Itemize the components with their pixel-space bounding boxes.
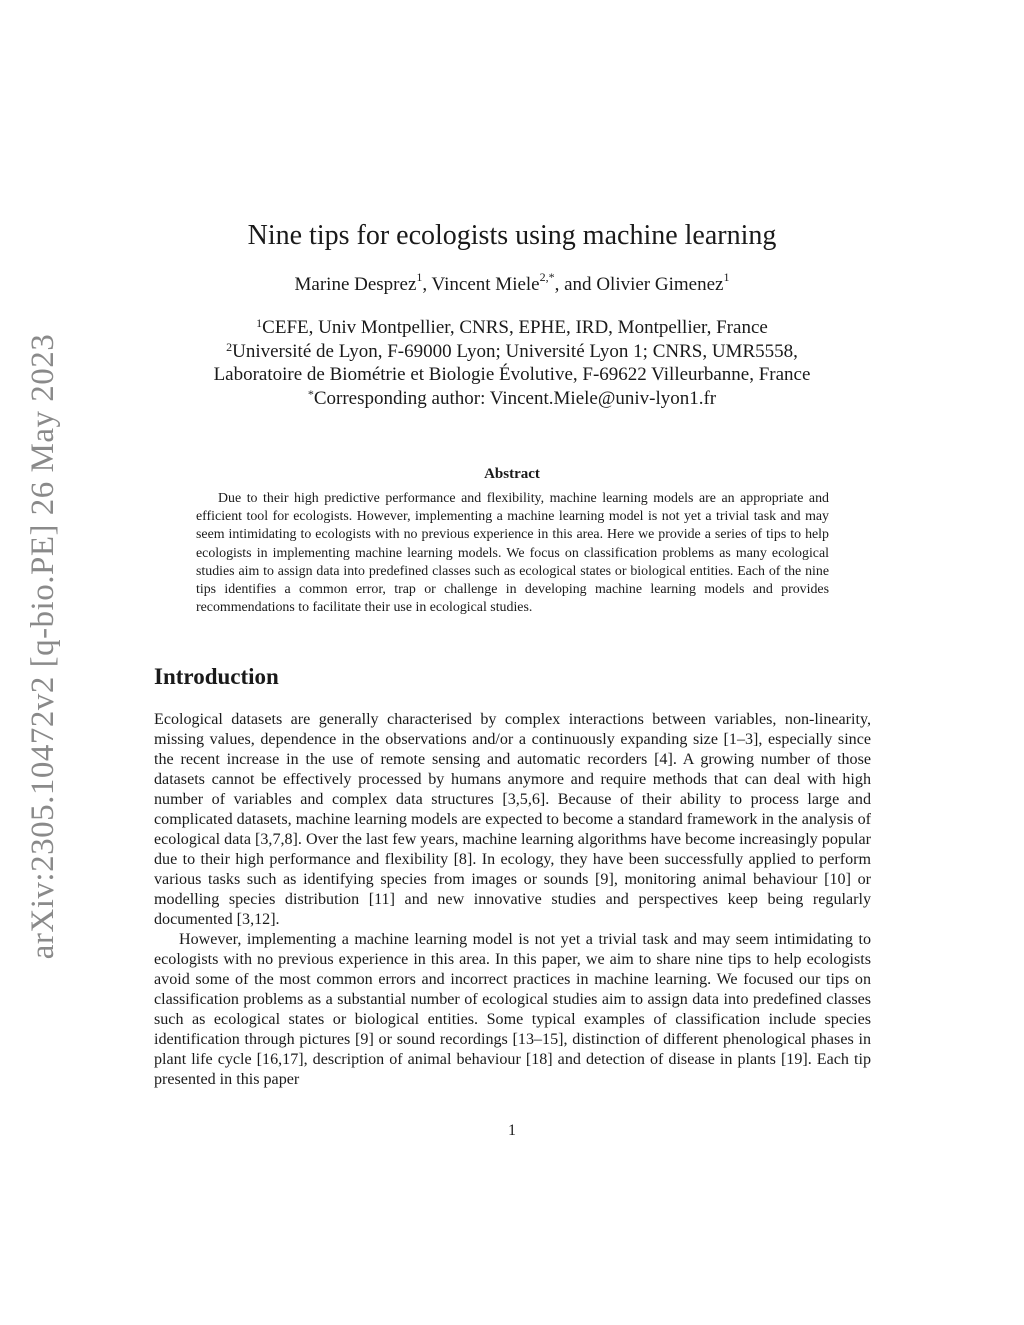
affiliation-text: Laboratoire de Biométrie et Biologie Évolutive, F-69622 Villeurbanne, France: [213, 364, 811, 385]
affiliation-mark: 1: [256, 316, 263, 330]
arxiv-identifier: arXiv:2305.10472v2 [q-bio.PE] 26 May 2023: [25, 333, 62, 959]
affiliation-line: [0, 316, 1024, 340]
corresponding-author-line: [0, 387, 1024, 411]
arxiv-side-stamp: [16, 330, 72, 962]
affiliation-mark: 2: [226, 339, 233, 354]
abstract-heading: Abstract: [484, 466, 540, 482]
paper-title: Nine tips for ecologists using machine learning: [247, 220, 777, 251]
affiliation-text: CEFE, Univ Montpellier, CNRS, EPHE, IRD, Montpellier, France: [262, 317, 768, 338]
author-list: [0, 270, 1024, 296]
introduction-paragraph: Ecological datasets are generally characterised by complex interactions between variables, non-linearity, missing values, dependence in the observations and/or a continuously expanding size [1–3], especially since the recent increase in the use of remote sensing and automatic recorders [4]. A growing number of those datasets cannot be effectively processed by humans anymore and require methods that can deal with high number of variables and complex data structures [3,5,6]. Because of their ability to process large and complicated datasets, machine learning models are expected to become a standard framework in the analysis of ecological data [3,7,8]. Over the last few years, machine learning algorithms have become increasingly popular due to their high performance and flexibility [8]. In ecology, they have been successfully applied to perform various tasks such as identifying species from images or sounds [9], monitoring animal behaviour [10] or modelling species distribution [11] and new innovative studies and perspectives keep being regularly documented [3,12].: [154, 711, 871, 928]
affiliation-line: [0, 363, 1024, 387]
introduction-paragraph: However, implementing a machine learning model is not yet a trivial task and may seem intimidating to ecologists with no previous experience in this area. In this paper, we aim to share nine tips to help ecologists avoid some of the most common errors and incorrect practices in machine learning. We focused our tips on classification problems as a substantial number of ecological studies aim to assign data into predefined classes such as ecological states or biological entities. Some typical examples of classification include species identification through pictures [9] or sound recordings [13–15], distinction of different phenological phases in plant life cycle [16,17], description of animal behaviour [18] and detection of disease in plants [19]. Each tip presented in this paper: [154, 931, 871, 1088]
introduction-heading: Introduction: [154, 664, 279, 689]
corresponding-mark: *: [307, 386, 314, 401]
affiliation-line: [0, 340, 1024, 364]
affiliation-text: Université de Lyon, F-69000 Lyon; Université Lyon 1; CNRS, UMR5558,: [232, 340, 798, 362]
author-name: Vincent Miele: [431, 274, 540, 295]
author-name: Olivier Gimenez: [596, 274, 724, 295]
author-affiliation-mark: 1: [416, 270, 423, 284]
author-separator: ,: [422, 274, 432, 295]
abstract-text: Due to their high predictive performance and flexibility, machine learning models are an appropriate and efficient tool for ecologists. However, implementing a machine learning model is not yet a trivial task and may seem intimidating to ecologists with no previous experience in this area. Here we provide a series of tips to help ecologists in implementing machine learning models. We focus on classification problems as many ecological studies aim to assign data into predefined classes such as ecological states or biological entities. Each of the nine tips identifies a common error, trap or challenge in developing machine learning models and provides recommendations to facilitate their use in ecological studies.: [196, 491, 829, 616]
author-name: Marine Desprez: [294, 274, 417, 295]
author-affiliation-mark: 2,*: [539, 270, 555, 284]
corresponding-author-text: Corresponding author: Vincent.Miele@univ-lyon1.fr: [313, 387, 717, 409]
author-affiliation-mark: 1: [723, 270, 730, 284]
page-number: 1: [508, 1122, 516, 1139]
author-separator: , and: [554, 274, 597, 295]
affiliations: [0, 316, 1024, 410]
